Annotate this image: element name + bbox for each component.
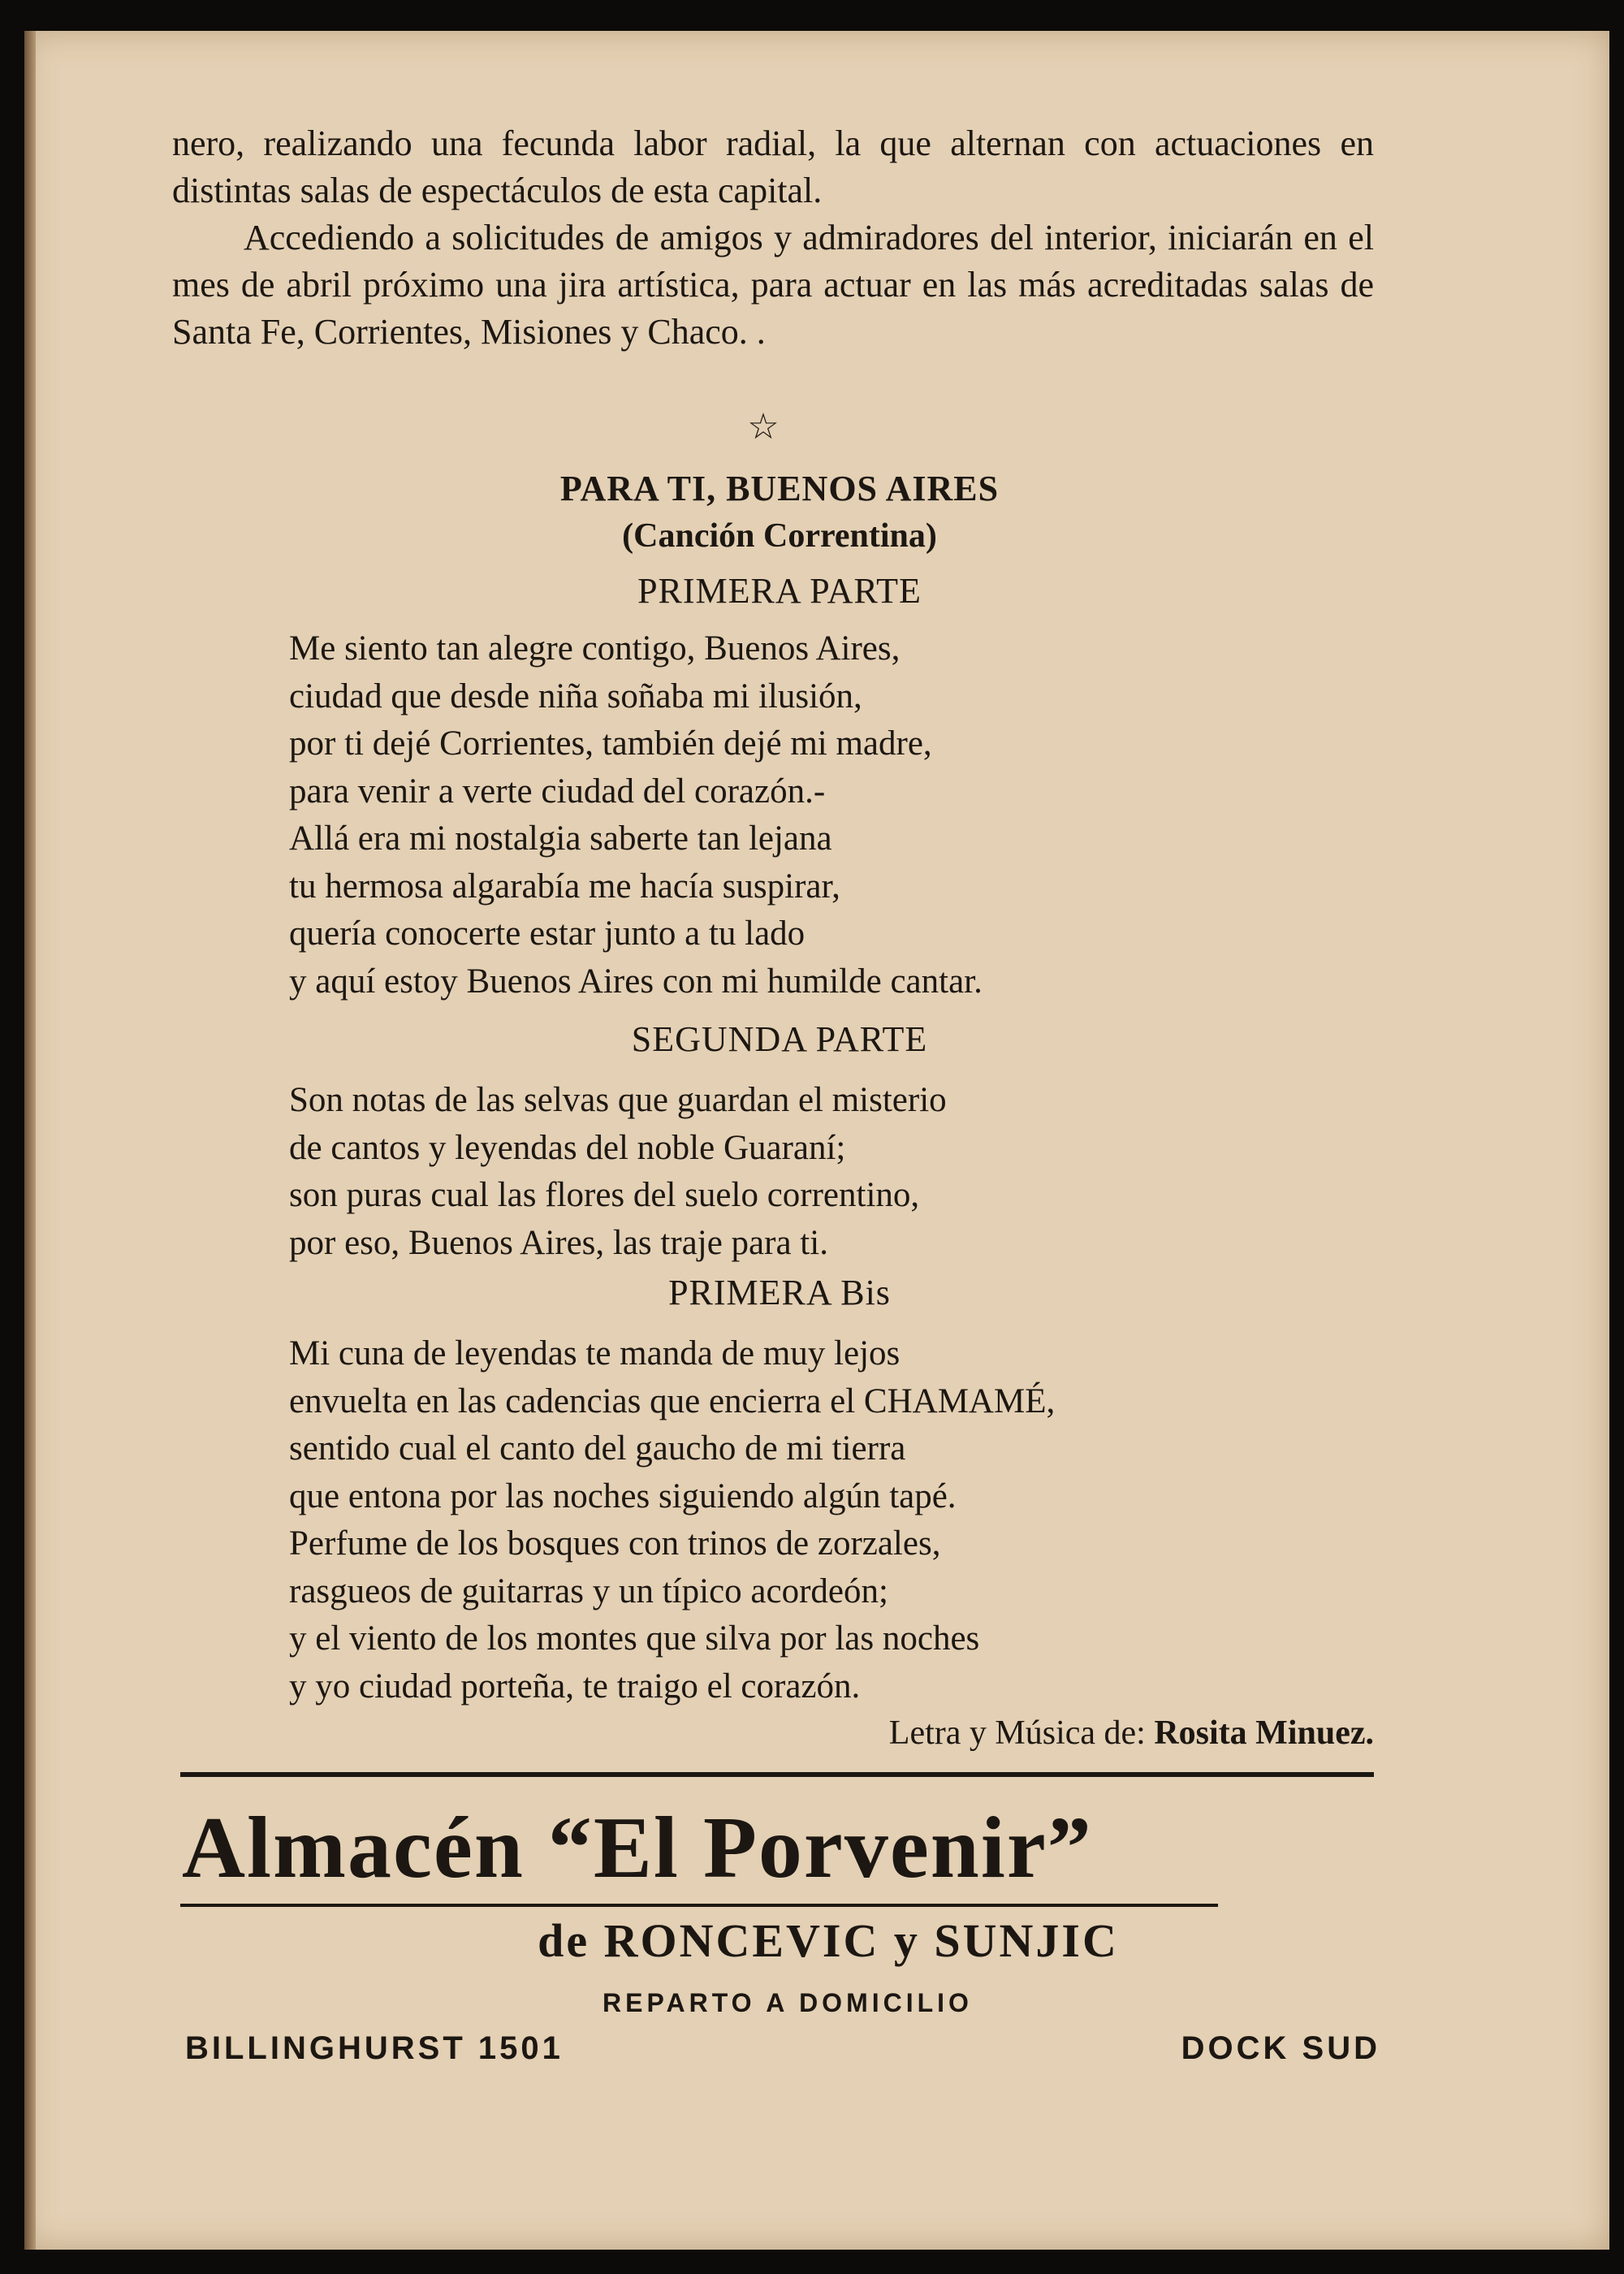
verse-line: Me siento tan alegre contigo, Buenos Aires, bbox=[289, 629, 901, 668]
star-separator-icon: ☆ bbox=[747, 407, 780, 447]
verse-line: Allá era mi nostalgia saberte tan lejana bbox=[289, 819, 832, 858]
ad-service: REPARTO A DOMICILIO bbox=[603, 1988, 973, 2017]
verse-line: para venir a verte ciudad del corazón.- bbox=[289, 772, 826, 811]
verse-line: que entona por las noches siguiendo algún tapé. bbox=[289, 1476, 957, 1515]
intro-paragraph-1: nero, realizando una fecunda labor radial, la que alternan con actuaciones en distintas salas de espectáculos de esta capital. bbox=[172, 123, 1374, 210]
verse-line: por ti dejé Corrientes, también dejé mi madre, bbox=[289, 724, 932, 763]
ad-owner-prefix: de bbox=[538, 1914, 590, 1967]
verse-line: y yo ciudad porteña, te traigo el corazón. bbox=[289, 1667, 861, 1706]
page-binding-edge bbox=[24, 31, 36, 2250]
ad-store-name: Almacén “El Porvenir” bbox=[182, 1800, 1093, 1896]
verse-primera-parte bbox=[289, 625, 1345, 1005]
ad-middle-rule bbox=[180, 1904, 1218, 1907]
credit-prefix: Letra y Música de: bbox=[888, 1714, 1146, 1752]
credit-author: Rosita Minuez. bbox=[1154, 1714, 1374, 1752]
verse-line: ciudad que desde niña soñaba mi ilusión, bbox=[289, 677, 862, 715]
song-credit bbox=[698, 1714, 1374, 1753]
section-heading-segunda-parte: SEGUNDA PARTE bbox=[631, 1019, 928, 1059]
verse-line: y aquí estoy Buenos Aires con mi humilde cantar. bbox=[289, 962, 983, 1001]
section-heading-primera-parte: PRIMERA PARTE bbox=[637, 571, 922, 611]
ad-owner-names: RONCEVIC y SUNJIC bbox=[603, 1914, 1119, 1967]
verse-line: quería conocerte estar junto a tu lado bbox=[289, 914, 806, 953]
verse-line: y el viento de los montes que silva por las noches bbox=[289, 1619, 980, 1658]
ad-location: DOCK SUD bbox=[1181, 2030, 1380, 2066]
section-heading-primera-bis: PRIMERA Bis bbox=[668, 1273, 891, 1312]
intro-text bbox=[172, 120, 1374, 356]
verse-line: Perfume de los bosques con trinos de zorzales, bbox=[289, 1524, 941, 1563]
song-title: PARA TI, BUENOS AIRES bbox=[559, 469, 1000, 508]
verse-line: Mi cuna de leyendas te manda de muy lejos bbox=[289, 1334, 901, 1373]
verse-line: sentido cual el canto del gaucho de mi tierra bbox=[289, 1429, 906, 1468]
verse-line: rasgueos de guitarras y un típico acordeón; bbox=[289, 1571, 888, 1610]
verse-segunda-parte bbox=[289, 1077, 1345, 1267]
verse-line: Son notas de las selvas que guardan el misterio bbox=[289, 1081, 947, 1119]
verse-primera-bis bbox=[289, 1330, 1345, 1710]
verse-line: de cantos y leyendas del noble Guaraní; bbox=[289, 1128, 846, 1167]
intro-paragraph-2: Accediendo a solicitudes de amigos y admiradores del interior, iniciarán en el mes de abril próximo una jira artística, para actuar en las más acreditadas salas de Santa Fe, Corrientes, Misiones y Chaco. . bbox=[172, 218, 1374, 352]
ad-top-rule bbox=[180, 1772, 1374, 1777]
verse-line: por eso, Buenos Aires, las traje para ti. bbox=[289, 1223, 828, 1262]
verse-line: tu hermosa algarabía me hacía suspirar, bbox=[289, 867, 840, 906]
verse-line: son puras cual las flores del suelo correntino, bbox=[289, 1176, 920, 1214]
verse-line: envuelta en las cadencias que encierra el CHAMAMÉ, bbox=[289, 1381, 1056, 1420]
ad-address: BILLINGHURST 1501 bbox=[185, 2030, 564, 2066]
song-subtitle: (Canción Correntina) bbox=[622, 517, 937, 555]
ad-owners bbox=[422, 1913, 1234, 1968]
